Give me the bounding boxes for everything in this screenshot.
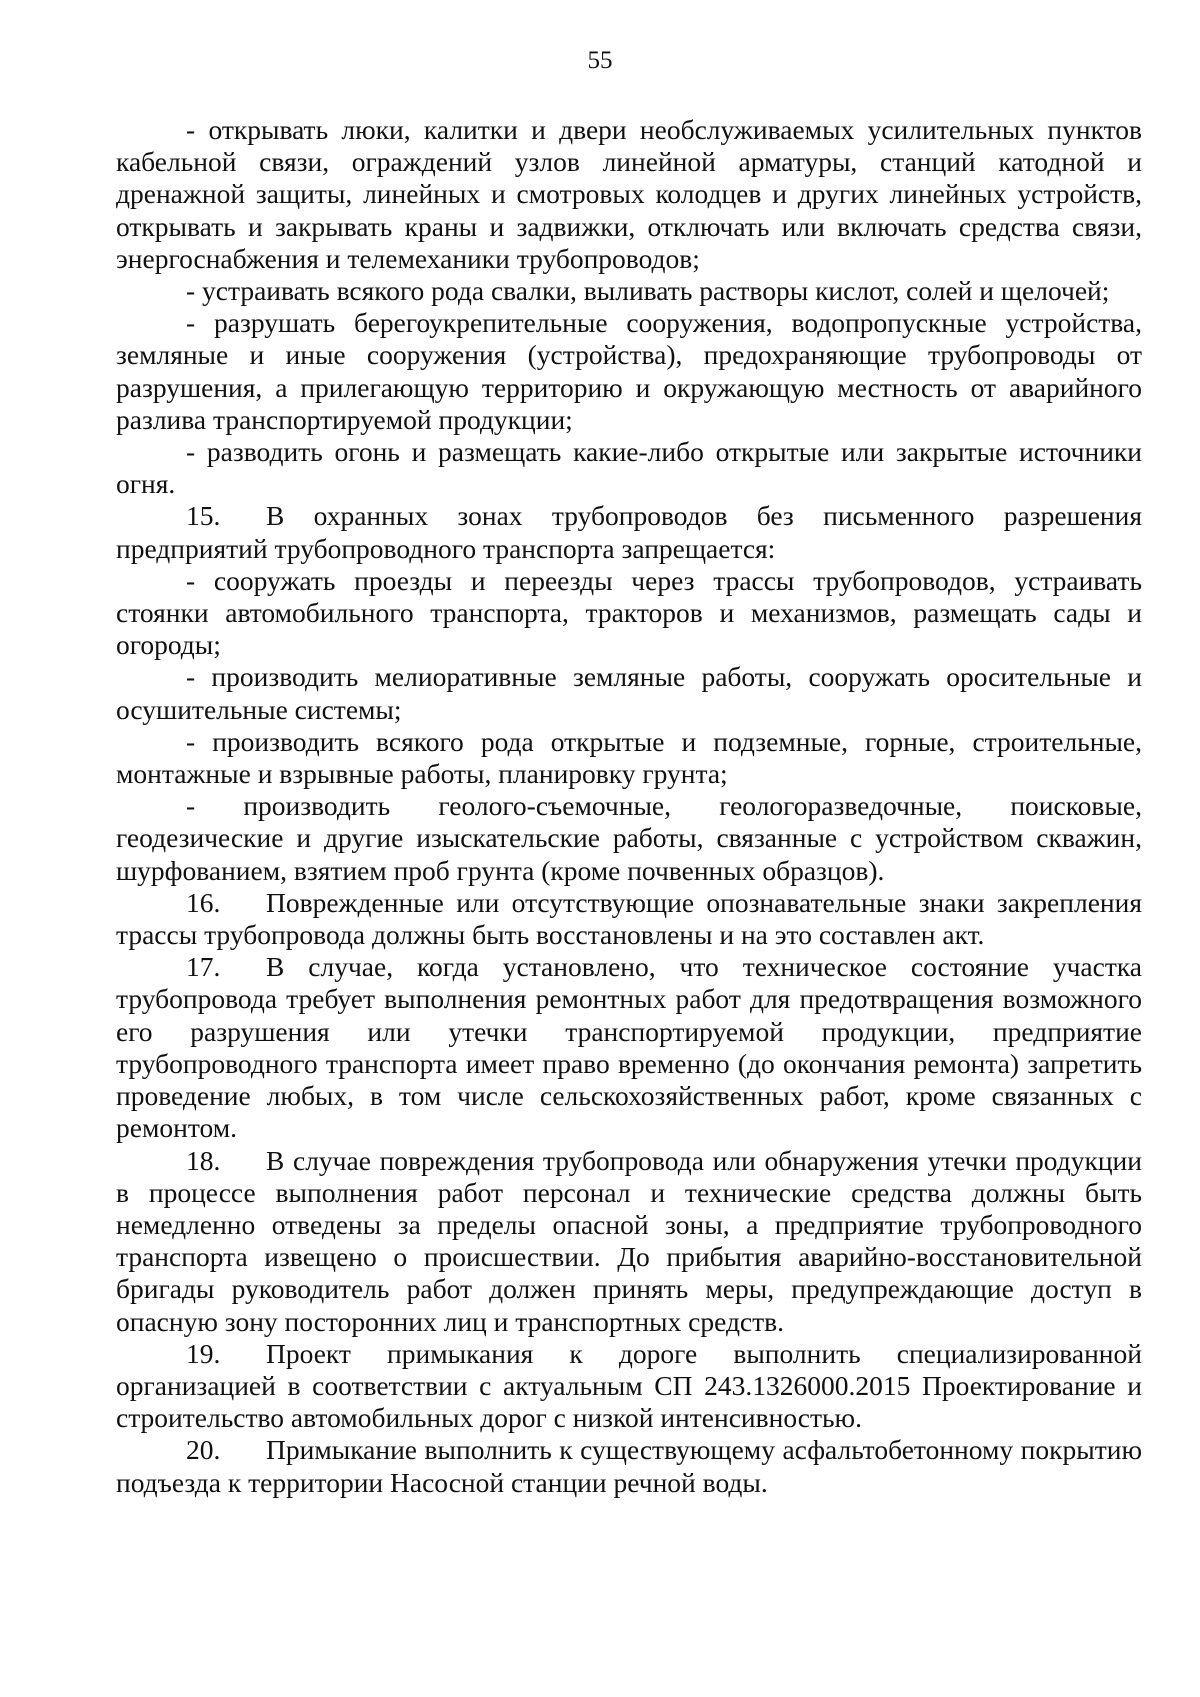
- item-text: В случае повреждения трубопровода или обнаружения утечки продукции в процессе выполнения работ персонал и технические средства должны быть немедленно отведены за пределы опасной зоны, а предприятие трубопроводного транспорта извещено о происшествии. До прибытия аварийно-восстановительной бригады руководитель работ должен принять меры, предупреждающие доступ в опасную зону посторонних лиц и транспортных средств.: [116, 1144, 1142, 1337]
- item-17: [116, 951, 1142, 1144]
- item-16: [116, 887, 1142, 951]
- item-number: 19.: [186, 1337, 221, 1369]
- body-text: [116, 114, 1142, 1499]
- item-number: 18.: [186, 1144, 221, 1176]
- paragraph-bullet-open-hatches: - открывать люки, калитки и двери необслуживаемых усилительных пунктов кабельной связи, ограждений узлов линейной арматуры, станций катодной и дренажной защиты, линейных и смотровых колодцев и других линейных устройств, открывать и закрывать краны и задвижки, отключать или включать средства связи, энергоснабжения и телемеханики трубопроводов;: [116, 114, 1142, 274]
- item-text: В охранных зонах трубопроводов без письменного разрешения предприятий трубопроводного транспорта запрещается:: [116, 500, 1142, 564]
- paragraph-bullet-destroy-structures: - разрушать берегоукрепительные сооружения, водопропускные устройства, земляные и иные сооружения (устройства), предохраняющие трубопроводы от разрушения, а прилегающую территорию и окружающую местность от аварийного разлива транспортируемой продукции;: [116, 307, 1142, 435]
- item-18: [116, 1145, 1142, 1338]
- paragraph-bullet-geology-rest: геодезические и другие изыскательские работы, связанные с устройством скважин, шурфованием, взятием проб грунта (кроме почвенных образцов).: [116, 822, 1142, 886]
- word: производить: [243, 790, 391, 822]
- item-20: [116, 1434, 1142, 1498]
- item-15: [116, 500, 1142, 564]
- item-text: Поврежденные или отсутствующие опознавательные знаки закрепления трассы трубопровода должны быть восстановлены и на это составлен акт.: [116, 886, 1142, 951]
- item-19: [116, 1338, 1142, 1435]
- item-number: 16.: [186, 886, 221, 918]
- item-number: 15.: [186, 500, 221, 532]
- paragraph-bullet-dumps: - устраивать всякого рода свалки, выливать растворы кислот, солей и щелочей;: [186, 275, 1110, 307]
- item-text: В случае, когда установлено, что техническое состояние участка трубопровода требует выполнения ремонтных работ для предотвращения возможного его разрушения или утечки транспортируемой продукции, предприятие трубопроводного транспорта имеет право временно (до окончания ремонта) запретить проведение любых, в том числе сельскохозяйственных работ, кроме связанных с ремонтом.: [116, 951, 1142, 1144]
- item-number: 17.: [186, 951, 221, 983]
- paragraph-bullet-fire: - разводить огонь и размещать какие-либо открытые или закрытые источники огня.: [116, 436, 1142, 500]
- paragraph-bullet-melioration: - производить мелиоративные земляные работы, сооружать оросительные и осушительные системы;: [116, 661, 1142, 725]
- word: геолого-съемочные,: [438, 790, 672, 822]
- word: геологоразведочные,: [719, 790, 963, 822]
- item-text: Проект примыкания к дороге выполнить специализированной организацией в соответствии с актуальным СП 243.1326000.2015 Проектирование и строительство автомобильных дорог с низкой интенсивностью.: [116, 1337, 1142, 1434]
- paragraph-bullet-crossings: - сооружать проезды и переезды через трассы трубопроводов, устраивать стоянки автомобильного транспорта, тракторов и механизмов, размещать сады и огороды;: [116, 564, 1142, 661]
- word: поисковые,: [1010, 790, 1142, 822]
- word: -: [186, 790, 196, 822]
- page-number: 55: [587, 47, 613, 74]
- item-number: 20.: [186, 1434, 221, 1466]
- item-text: Примыкание выполнить к существующему асфальтобетонному покрытию подъезда к территории Насосной станции речной воды.: [116, 1434, 1142, 1498]
- paragraph-bullet-excavation: - производить всякого рода открытые и подземные, горные, строительные, монтажные и взрывные работы, планировку грунта;: [116, 725, 1142, 790]
- paragraph-bullet-geology-first-line: [116, 790, 1142, 822]
